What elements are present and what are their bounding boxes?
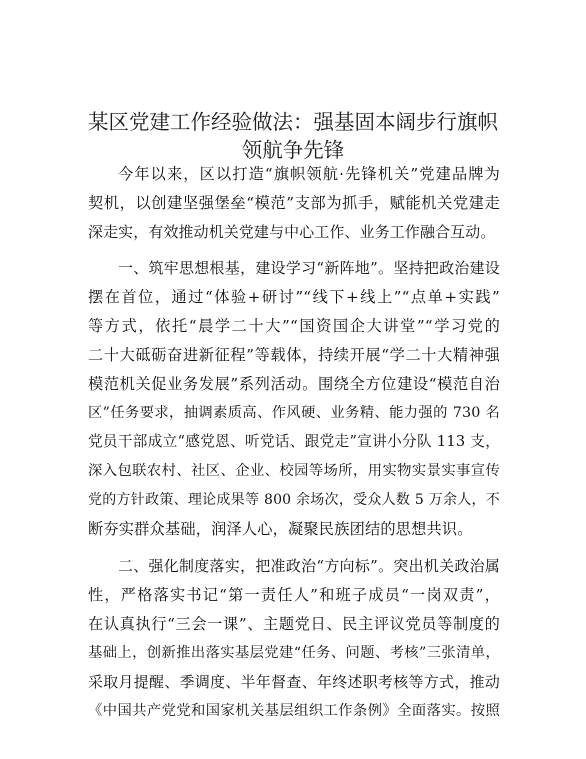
document-title-line-2: 领航争先锋 [241, 138, 345, 162]
paragraph-2-line: 等方式，依托“晨学二十大”“国资国企大讲堂”“学习党的 [88, 317, 500, 335]
paragraph-1-line: 契机，以创建坚强堡垒“模范”支部为抓手，赋能机关党建走 [88, 194, 500, 212]
paragraph-3-line: 二、强化制度落实，把准政治“方向标”。突出机关政治属 [118, 557, 500, 575]
paragraph-2-line: 一、筑牢思想根基，建设学习“新阵地”。坚持把政治建设 [118, 259, 500, 277]
paragraph-2-line: 深入包联农村、社区、企业、校园等场所，用实物实景实事宣传 [88, 463, 500, 479]
paragraph-3-line: 在认真执行“三会一课”、主题党日、民主评议党员等制度的 [88, 615, 500, 633]
paragraph-2-line: 二十大砥砺奋进新征程”等载体，持续开展“学二十大精神强 [88, 346, 500, 364]
paragraph-2-line: 区”任务要求，抽调素质高、作风硬、业务精、能力强的 730 名 [88, 405, 500, 421]
paragraph-1-line: 深走实，有效推动机关党建与中心工作、业务工作融合互动。 [88, 223, 496, 241]
paragraph-2-line: 摆在首位，通过“体验+研讨”“线下+线上”“点单+实践” [88, 288, 500, 306]
paragraph-2-line: 党员干部成立“感党恩、听党话、跟党走”宣讲小分队 113 支， [88, 433, 500, 450]
paragraph-3-line: 性，严格落实书记“第一责任人”和班子成员“一岗双责”， [88, 586, 500, 604]
paragraph-2-line: 模范机关促业务发展”系列活动。围绕全方位建设“模范自治 [88, 375, 500, 393]
paragraph-3-line: 《中国共产党党和国家机关基层组织工作条例》全面落实。按照 [88, 703, 500, 719]
paragraph-3-line: 采取月提醒、季调度、半年督查、年终述职考核等方式，推动 [88, 673, 500, 691]
paragraph-3-line: 基础上，创新推出落实基层党建“任务、问题、考核”三张清单， [88, 645, 500, 661]
document-title-line-1: 某区党建工作经验做法：强基固本阔步行旗帜 [88, 110, 498, 134]
paragraph-1-line: 今年以来，区以打造“旗帜领航·先锋机关”党建品牌为 [118, 165, 500, 183]
paragraph-2-line: 党的方针政策、理论成果等 800 余场次，受众人数 5 万余人，不 [88, 492, 500, 508]
paragraph-2-line: 断夯实群众基础，润泽人心，凝聚民族团结的思想共识。 [88, 520, 473, 538]
